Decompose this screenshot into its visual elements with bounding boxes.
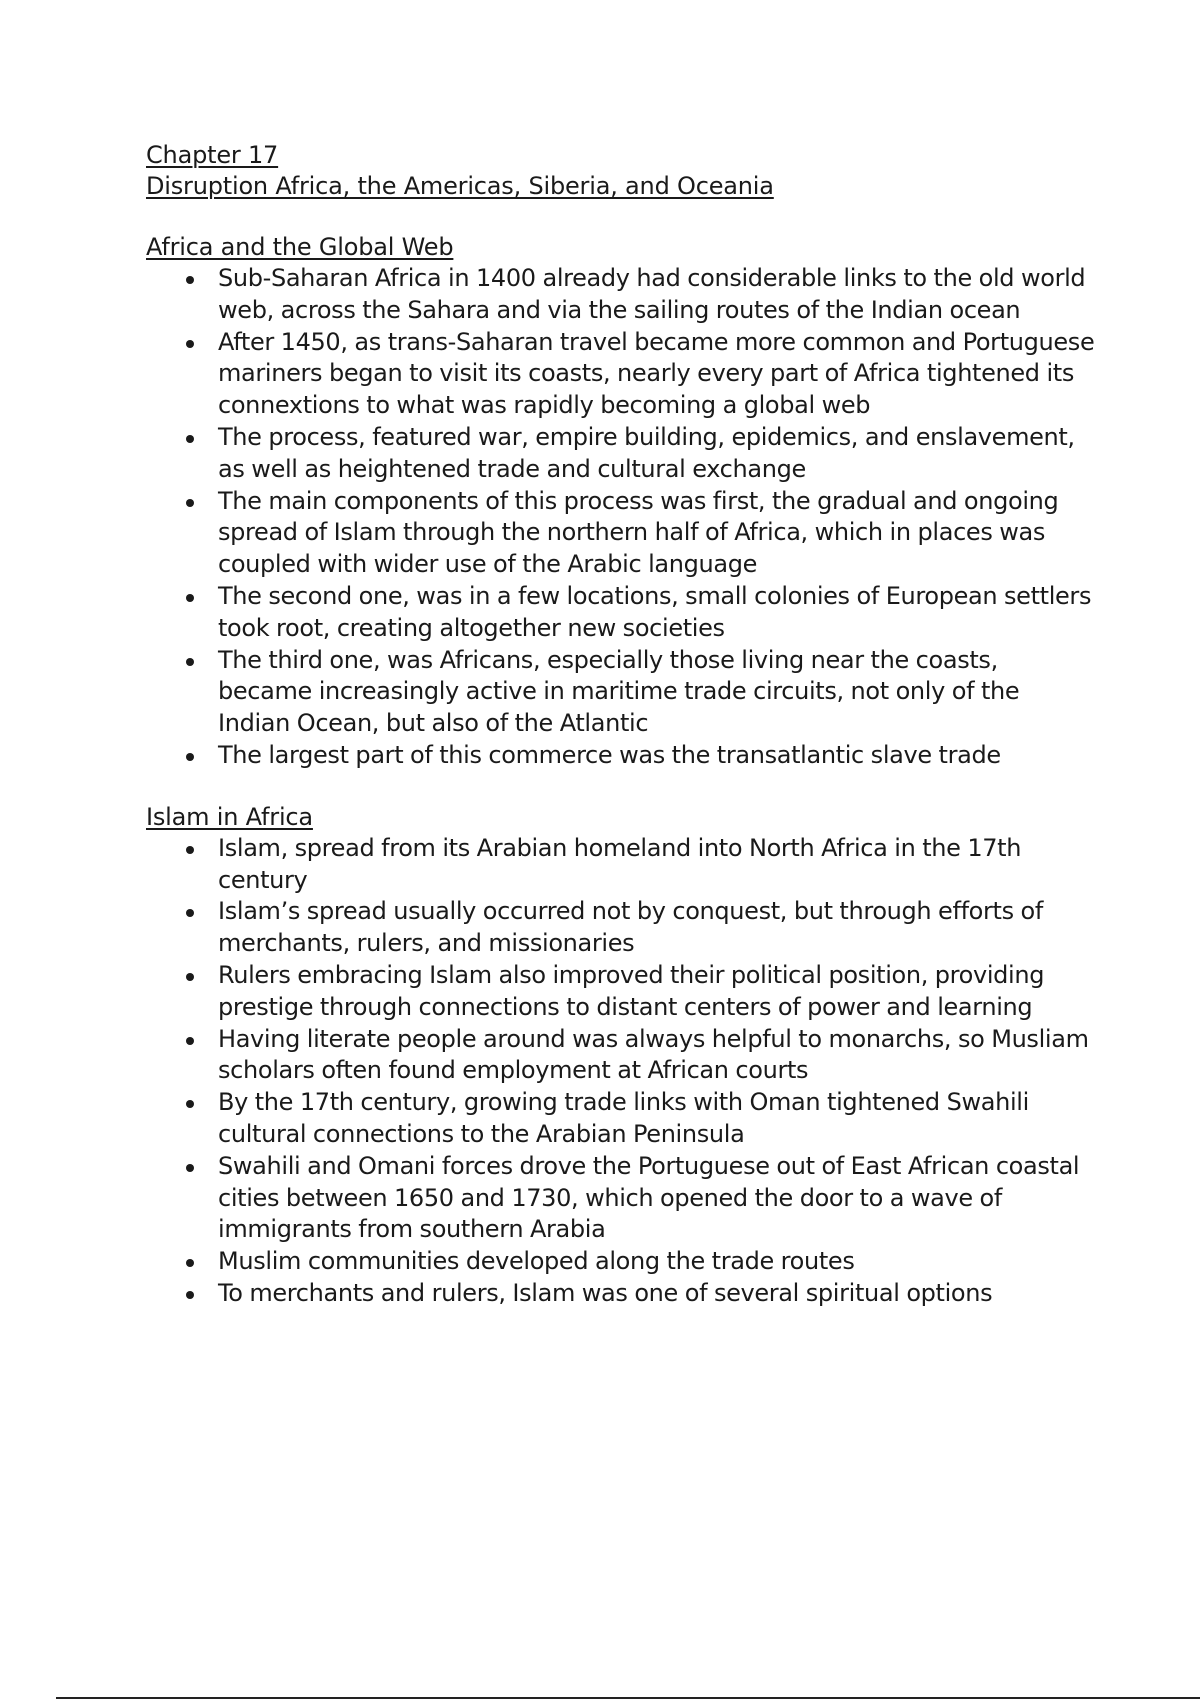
list-item xyxy=(146,1024,1096,1088)
list-item xyxy=(146,645,1096,740)
bullet-icon xyxy=(186,435,194,443)
bullet-icon xyxy=(186,658,194,666)
list-item xyxy=(146,740,1096,772)
bullet-icon xyxy=(186,276,194,284)
chapter-heading: Chapter 17 xyxy=(146,141,279,169)
list-item-text: Sub-Saharan Africa in 1400 already had considerable links to the old world web, across the Sahara and via the sailing routes of the Indian ocean xyxy=(218,264,1086,324)
bullet-icon xyxy=(186,1100,194,1108)
bullet-icon xyxy=(186,1164,194,1172)
bullet-list xyxy=(146,833,1096,1310)
list-item xyxy=(146,1151,1096,1246)
bullet-icon xyxy=(186,1259,194,1267)
list-item-text: Islam, spread from its Arabian homeland into North Africa in the 17th century xyxy=(218,833,1022,894)
list-item xyxy=(146,1087,1096,1151)
list-item xyxy=(146,960,1096,1024)
section-africa-global-web xyxy=(146,232,1096,772)
bullet-icon xyxy=(186,846,194,854)
list-item xyxy=(146,263,1096,327)
list-item-text: The process, featured war, empire building, epidemics, and enslavement, as well as heightened trade and cultural exchange xyxy=(218,422,1075,483)
page-bottom-divider xyxy=(56,1697,1200,1699)
document-page xyxy=(146,140,1096,1310)
section-title: Islam in Africa xyxy=(146,802,313,831)
list-item-text: By the 17th century, growing trade links with Oman tightened Swahili cultural connections to the Arabian Peninsula xyxy=(218,1088,1029,1148)
list-item xyxy=(146,1278,1096,1310)
bullet-list xyxy=(146,263,1096,772)
list-item xyxy=(146,581,1096,645)
bullet-icon xyxy=(186,753,194,761)
list-item-text: The largest part of this commerce was the transatlantic slave trade xyxy=(218,740,1001,769)
list-item-text: Muslim communities developed along the trade routes xyxy=(218,1247,855,1276)
list-item-text: Having literate people around was always helpful to monarchs, so Musliam scholars often found employment at African courts xyxy=(218,1024,1089,1085)
bullet-icon xyxy=(186,340,194,348)
list-item xyxy=(146,327,1096,422)
list-item-text: Islam’s spread usually occurred not by conquest, but through efforts of merchants, rulers, and missionaries xyxy=(218,897,1043,958)
list-item-text: To merchants and rulers, Islam was one of several spiritual options xyxy=(218,1278,993,1307)
bullet-icon xyxy=(186,1291,194,1299)
bullet-icon xyxy=(186,594,194,602)
list-item xyxy=(146,486,1096,581)
list-item-text: Swahili and Omani forces drove the Portuguese out of East African coastal cities between 1650 and 1730, which opened the door to a wave of immigrants from southern Arabia xyxy=(218,1151,1080,1244)
section-title: Africa and the Global Web xyxy=(146,233,454,261)
list-item-text: The third one, was Africans, especially those living near the coasts, became increasingly active in maritime trade circuits, not only of the Indian Ocean, but also of the Atlantic xyxy=(218,645,1020,738)
list-item-text: The second one, was in a few locations, small colonies of European settlers took root, creating altogether new societies xyxy=(218,581,1092,642)
list-item xyxy=(146,422,1096,486)
list-item-text: The main components of this process was first, the gradual and ongoing spread of Islam through the northern half of Africa, which in places was coupled with wider use of the Arabic language xyxy=(218,486,1059,579)
list-item-text: Rulers embracing Islam also improved their political position, providing prestige through connections to distant centers of power and learning xyxy=(218,960,1045,1021)
chapter-title: Disruption Africa, the Americas, Siberia, and Oceania xyxy=(146,172,774,200)
list-item-text: After 1450, as trans-Saharan travel became more common and Portuguese mariners began to visit its coasts, nearly every part of Africa tightened its connextions to what was rapidly becoming a global web xyxy=(218,327,1095,420)
list-item xyxy=(146,896,1096,960)
bullet-icon xyxy=(186,1037,194,1045)
list-item xyxy=(146,1246,1096,1278)
bullet-icon xyxy=(186,973,194,981)
section-islam-in-africa xyxy=(146,802,1096,1310)
bullet-icon xyxy=(186,499,194,507)
bullet-icon xyxy=(186,909,194,917)
list-item xyxy=(146,833,1096,897)
